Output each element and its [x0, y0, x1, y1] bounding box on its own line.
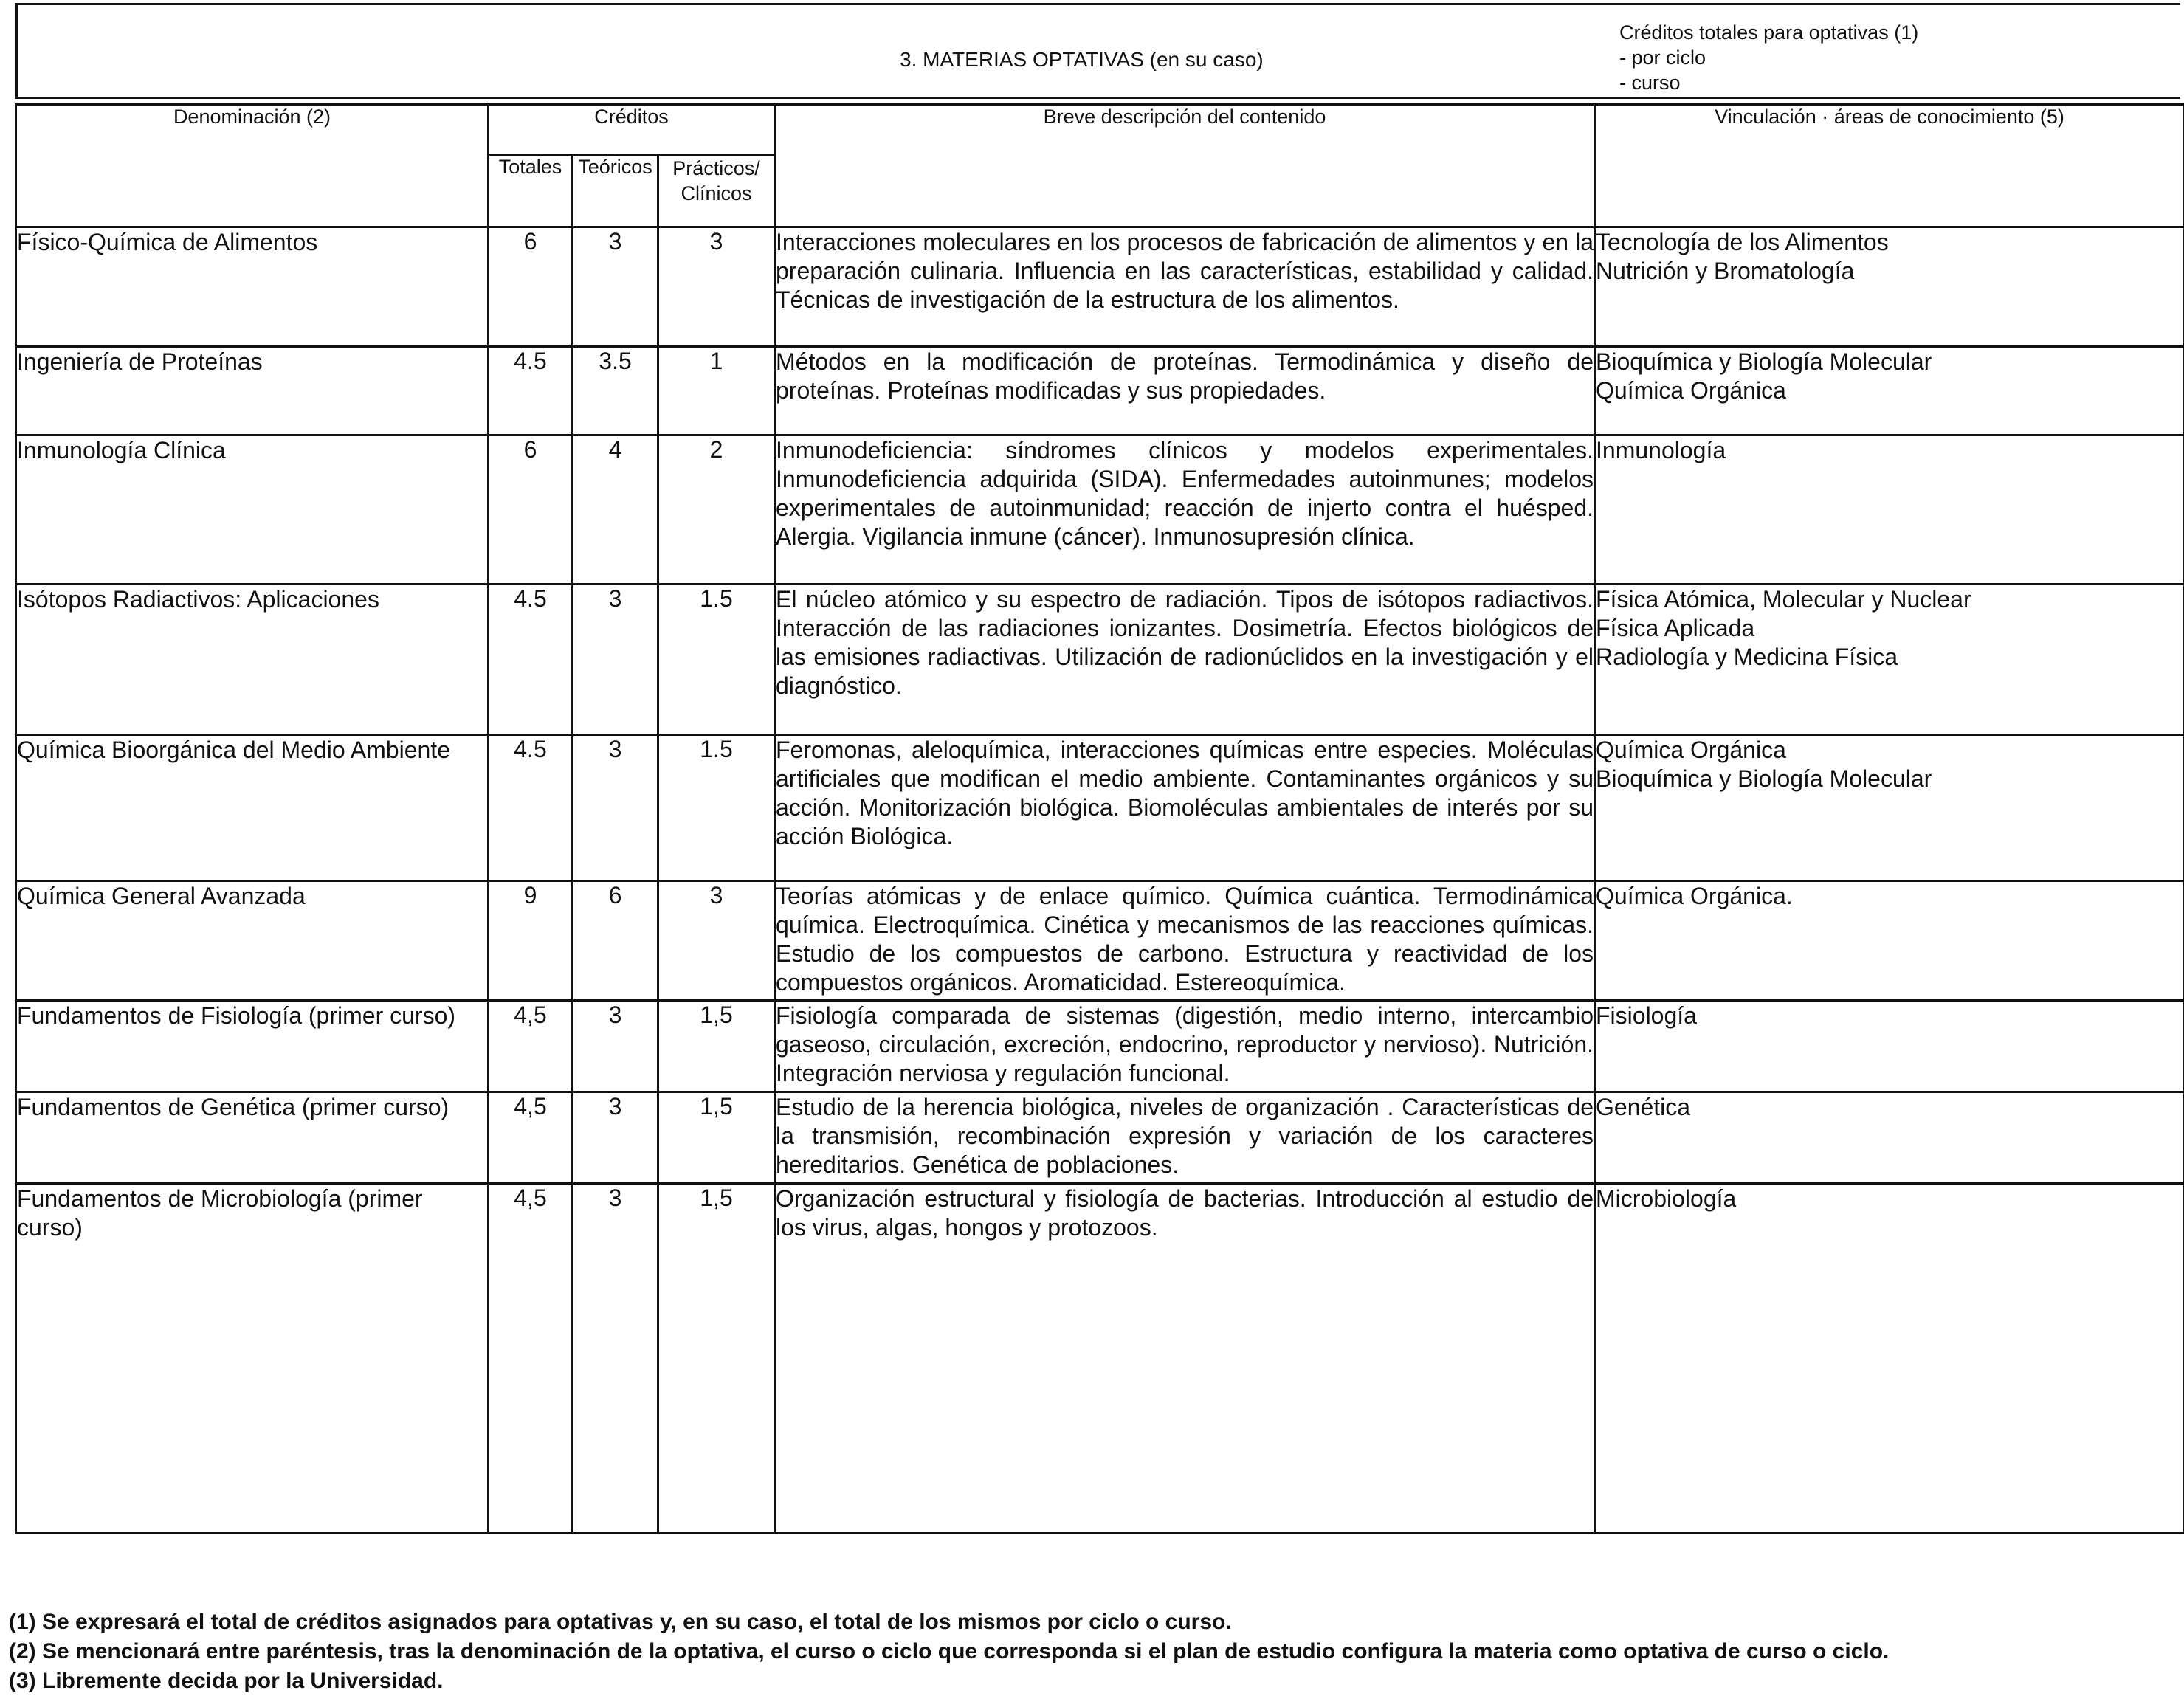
table-row — [16, 1001, 2184, 1092]
header-clinicos-label: Clínicos — [659, 181, 774, 206]
knowledge-areas — [1595, 1092, 2184, 1184]
credits-totales: 4.5 — [489, 347, 573, 435]
knowledge-area: Física Aplicada — [1596, 614, 2183, 643]
credits-teoricos: 3 — [573, 1001, 658, 1092]
credits-totales: 4,5 — [489, 1184, 573, 1534]
header-practicos-label: Prácticos/ — [659, 156, 774, 181]
credits-totales: 4,5 — [489, 1092, 573, 1184]
subject-name: Inmunología Clínica — [16, 435, 489, 585]
knowledge-areas — [1595, 227, 2184, 347]
table-row — [16, 1184, 2184, 1534]
credits-totales: 6 — [489, 435, 573, 585]
knowledge-area: Inmunología — [1596, 436, 2183, 465]
subject-name: Fundamentos de Genética (primer curso) — [16, 1092, 489, 1184]
knowledge-areas — [1595, 881, 2184, 1001]
section-header — [15, 3, 2180, 99]
knowledge-areas — [1595, 735, 2184, 881]
credits-teoricos: 3 — [573, 585, 658, 735]
table-row — [16, 585, 2184, 735]
credits-teoricos: 3.5 — [573, 347, 658, 435]
footnote: (2) Se mencionará entre paréntesis, tras la denominación de la optativa, el curso o ciclo que corresponda si el plan de estudio configura la materia como optativa de curso o ciclo. — [9, 1637, 1889, 1666]
credits-per-cycle: - por ciclo — [1619, 45, 1918, 70]
subject-name: Isótopos Radiactivos: Aplicaciones — [16, 585, 489, 735]
subject-description: Organización estructural y fisiología de bacterias. Introducción al estudio de los virus, algas, hongos y protozoos. — [775, 1184, 1595, 1534]
footnote: (3) Libremente decida por la Universidad. — [9, 1666, 1889, 1696]
credits-totales: 4.5 — [489, 585, 573, 735]
header-creditos: Créditos — [489, 105, 775, 155]
credits-practicos: 1,5 — [658, 1001, 775, 1092]
knowledge-areas — [1595, 347, 2184, 435]
subject-description: Feromonas, aleloquímica, interacciones químicas entre especies. Moléculas artificiales que modifican el medio ambiente. Contaminantes orgánicos y su acción. Monitorización biológica. Biomoléculas ambientales de interés por su acción Biológica. — [775, 735, 1595, 881]
subject-name: Ingeniería de Proteínas — [16, 347, 489, 435]
knowledge-area: Radiología y Medicina Física — [1596, 643, 2183, 672]
credits-practicos: 1.5 — [658, 585, 775, 735]
footnote: (1) Se expresará el total de créditos asignados para optativas y, en su caso, el total de los mismos por ciclo o curso. — [9, 1607, 1889, 1637]
subject-name: Fundamentos de Fisiología (primer curso) — [16, 1001, 489, 1092]
credits-totales: 9 — [489, 881, 573, 1001]
credits-total-label: Créditos totales para optativas (1) — [1619, 20, 1918, 45]
table-row — [16, 227, 2184, 347]
credits-teoricos: 3 — [573, 735, 658, 881]
credits-totales: 4.5 — [489, 735, 573, 881]
table-row — [16, 347, 2184, 435]
subject-name: Química General Avanzada — [16, 881, 489, 1001]
knowledge-areas — [1595, 585, 2184, 735]
knowledge-areas — [1595, 435, 2184, 585]
knowledge-area: Química Orgánica — [1596, 376, 2183, 405]
credits-teoricos: 3 — [573, 1184, 658, 1534]
knowledge-area: Bioquímica y Biología Molecular — [1596, 765, 2183, 793]
credits-practicos: 1 — [658, 347, 775, 435]
knowledge-area: Tecnología de los Alimentos — [1596, 228, 2183, 257]
subject-name: Química Bioorgánica del Medio Ambiente — [16, 735, 489, 881]
optional-subjects-table — [15, 103, 2184, 1534]
subject-description: Estudio de la herencia biológica, niveles de organización . Características de la transmisión, recombinación expresión y variación de los caracteres hereditarios. Genética de poblaciones. — [775, 1092, 1595, 1184]
knowledge-area: Bioquímica y Biología Molecular — [1596, 348, 2183, 376]
credits-teoricos: 3 — [573, 227, 658, 347]
header-totales: Totales — [489, 155, 573, 227]
table-row — [16, 435, 2184, 585]
knowledge-area: Nutrición y Bromatología — [1596, 257, 2183, 286]
credits-teoricos: 6 — [573, 881, 658, 1001]
credits-practicos: 1,5 — [658, 1092, 775, 1184]
credits-per-course: - curso — [1619, 70, 1918, 95]
footnotes — [9, 1607, 1889, 1696]
credits-total-note — [1619, 20, 1918, 95]
knowledge-area: Microbiología — [1596, 1185, 2183, 1213]
credits-teoricos: 3 — [573, 1092, 658, 1184]
knowledge-area: Química Orgánica — [1596, 736, 2183, 765]
knowledge-area: Genética — [1596, 1093, 2183, 1122]
header-descripcion: Breve descripción del contenido — [775, 105, 1595, 227]
knowledge-area: Química Orgánica. — [1596, 882, 2183, 911]
header-practicos — [658, 155, 775, 227]
subject-description: Fisiología comparada de sistemas (digestión, medio interno, intercambio gaseoso, circulación, excreción, endocrino, reproductor y nervioso). Nutrición. Integración nerviosa y regulación funcional. — [775, 1001, 1595, 1092]
credits-practicos: 1.5 — [658, 735, 775, 881]
subject-description: Inmunodeficiencia: síndromes clínicos y modelos experimentales. Inmunodeficiencia adquirida (SIDA). Enfermedades autoinmunes; modelos experimentales de autoinmunidad; reacción de injerto contra el huésped. Alergia. Vigilancia inmune (cáncer). Inmunosupresión clínica. — [775, 435, 1595, 585]
credits-teoricos: 4 — [573, 435, 658, 585]
section-title: 3. MATERIAS OPTATIVAS (en su caso) — [900, 48, 1264, 72]
credits-practicos: 3 — [658, 881, 775, 1001]
subject-description: Interacciones moleculares en los procesos de fabricación de alimentos y en la preparación culinaria. Influencia en las características, estabilidad y calidad. Técnicas de investigación de la estructura de los alimentos. — [775, 227, 1595, 347]
table-row — [16, 735, 2184, 881]
knowledge-areas — [1595, 1184, 2184, 1534]
table-row — [16, 881, 2184, 1001]
knowledge-area: Física Atómica, Molecular y Nuclear — [1596, 585, 2183, 614]
knowledge-areas — [1595, 1001, 2184, 1092]
credits-practicos: 1,5 — [658, 1184, 775, 1534]
subject-name: Fundamentos de Microbiología (primer curso) — [16, 1184, 489, 1534]
credits-practicos: 2 — [658, 435, 775, 585]
credits-practicos: 3 — [658, 227, 775, 347]
header-vinculacion: Vinculación · áreas de conocimiento (5) — [1595, 105, 2184, 227]
knowledge-area: Fisiología — [1596, 1002, 2183, 1030]
table-row — [16, 1092, 2184, 1184]
header-denominacion: Denominación (2) — [16, 105, 489, 227]
subject-name: Físico-Química de Alimentos — [16, 227, 489, 347]
credits-totales: 4,5 — [489, 1001, 573, 1092]
subject-description: Métodos en la modificación de proteínas. Termodinámica y diseño de proteínas. Proteínas modificadas y sus propiedades. — [775, 347, 1595, 435]
header-teoricos: Teóricos — [573, 155, 658, 227]
credits-totales: 6 — [489, 227, 573, 347]
subject-description: El núcleo atómico y su espectro de radiación. Tipos de isótopos radiactivos. Interacción de las radiaciones ionizantes. Dosimetría. Efectos biológicos de las emisiones radiactivas. Utilización de radionúclidos en la investigación y el diagnóstico. — [775, 585, 1595, 735]
subject-description: Teorías atómicas y de enlace químico. Química cuántica. Termodinámica química. Electroquímica. Cinética y mecanismos de las reacciones químicas. Estudio de los compuestos de carbono. Estructura y reactividad de los compuestos orgánicos. Aromaticidad. Estereoquímica. — [775, 881, 1595, 1001]
